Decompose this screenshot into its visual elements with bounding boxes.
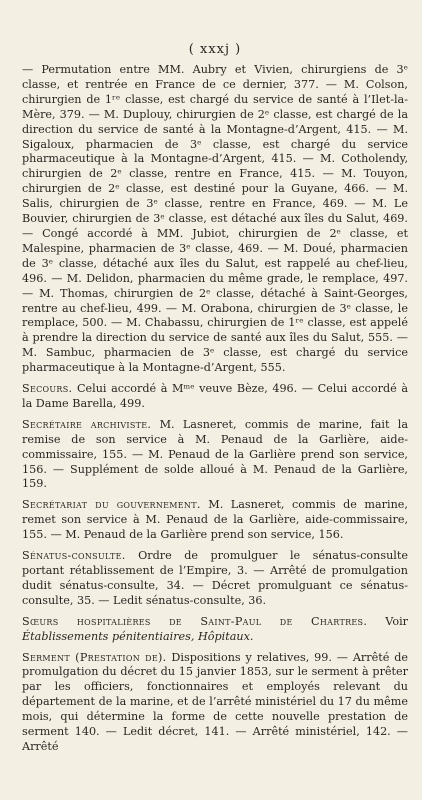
- entry-secretaire-archiviste: [22, 418, 408, 493]
- entry-heading: Serment (Prestation de).: [22, 650, 167, 664]
- entry-heading: Secrétaire archiviste.: [22, 417, 152, 431]
- entry-text: M. Lasneret, commis de marine, remet son service à M. Penaud de la Garlière, aide-commissaire, 155. — M. Penaud de la Garlière prend son service, 156.: [22, 498, 408, 542]
- page-number-header: ( xxxj ): [188, 42, 242, 57]
- entry-serment: [22, 651, 408, 755]
- entry-heading: Sœurs hospitalières de Saint-Paul de Chartres.: [22, 614, 368, 628]
- entry-continuation: [22, 63, 408, 376]
- entry-text: Celui accordé à Mᵐᵉ veuve Bèze, 496. — Celui accordé à la Dame Barella, 499.: [22, 382, 408, 410]
- entry-text: M. Lasneret, commis de marine, fait la remise de son service à M. Penaud de la Garlière, aide-commissaire, 155. — M. Penaud de la Garlière prend son service, 156. — Supplément de solde alloué à M. Penaud de la Garlière, 159.: [22, 417, 408, 491]
- entry-see-also: Établissements pénitentiaires, Hôpitaux.: [22, 629, 254, 643]
- entry-secretariat-gouvernement: [22, 498, 408, 543]
- entry-text: Ordre de promulguer le sénatus-consulte portant rétablissement de l’Empire, 3. — Arrêté de promulgation dudit sénatus-consulte, 34. — Décret promulguant ce sénatus-consulte, 35. — Ledit sénatus-consulte, 36.: [22, 549, 408, 607]
- entry-text: — Permutation entre MM. Aubry et Vivien, chirurgiens de 3ᵉ classe, et rentrée en France de ce dernier, 377. — M. Colson, chirurgien de 1ʳᵉ classe, est chargé du service de santé à l’Ilet-la-Mère, 379. — M. Duplouy, chirurgien de 2ᵉ classe, est chargé de la direction du service de santé à la Montagne-d’Argent, 415. — M. Sigaloux, pharmacien de 3ᵉ classe, est chargé du service pharmaceutique à la Montagne-d’Argent, 415. — M. Cotholendy, chirurgien de 2ᵉ classe, rentre en France, 415. — M. Touyon, chirurgien de 2ᵉ classe, est destiné pour la Guyane, 466. — M. Salis, chirurgien de 3ᵉ classe, rentre en France, 469. — M. Le Bouvier, chirurgien de 3ᵉ classe, est détaché aux îles du Salut, 469. — Congé accordé à MM. Jubiot, chirurgien de 2ᵉ classe, et Malespine, pharmacien de 3ᵉ classe, 469. — M. Doué, pharmacien de 3ᵉ classe, détaché aux îles du Salut, est rappelé au chef-lieu, 496. — M. Delidon, pharmacien du même grade, le remplace, 497. — M. Thomas, chirurgien de 2ᵉ classe, détaché à Saint-Georges, rentre au chef-lieu, 499. — M. Orabona, chirurgien de 3ᵉ classe, le remplace, 500. — M. Chabassu, chirurgien de 1ʳᵉ classe, est appelé à prendre la direction du service de santé aux îles du Salut, 555. — M. Sambuc, pharmacien de 3ᵉ classe, est chargé du service pharmaceutique à la Montagne-d’Argent, 555.: [22, 63, 408, 375]
- entry-heading: Secours.: [22, 382, 73, 396]
- entry-heading: Sénatus-consulte.: [22, 549, 126, 563]
- entry-text: Voir: [385, 614, 408, 628]
- entry-text: Dispositions y relatives, 99. — Arrêté de promulgation du décret du 15 janvier 1853, sur le serment à prêter par les officiers, fonctionnaires et employés relevant du département de la marine, et de l’arrêté ministériel du 17 du même mois, qui détermine la forme de cette nouvelle prestation de serment 140. — Ledit décret, 141. — Arrêté ministériel, 142. — Arrêté: [22, 650, 408, 753]
- entry-senatus-consulte: [22, 549, 408, 609]
- entry-heading: Secrétariat du gouvernement.: [22, 498, 201, 512]
- entry-secours: [22, 382, 408, 412]
- entry-soeurs-hospitalieres: [22, 615, 408, 645]
